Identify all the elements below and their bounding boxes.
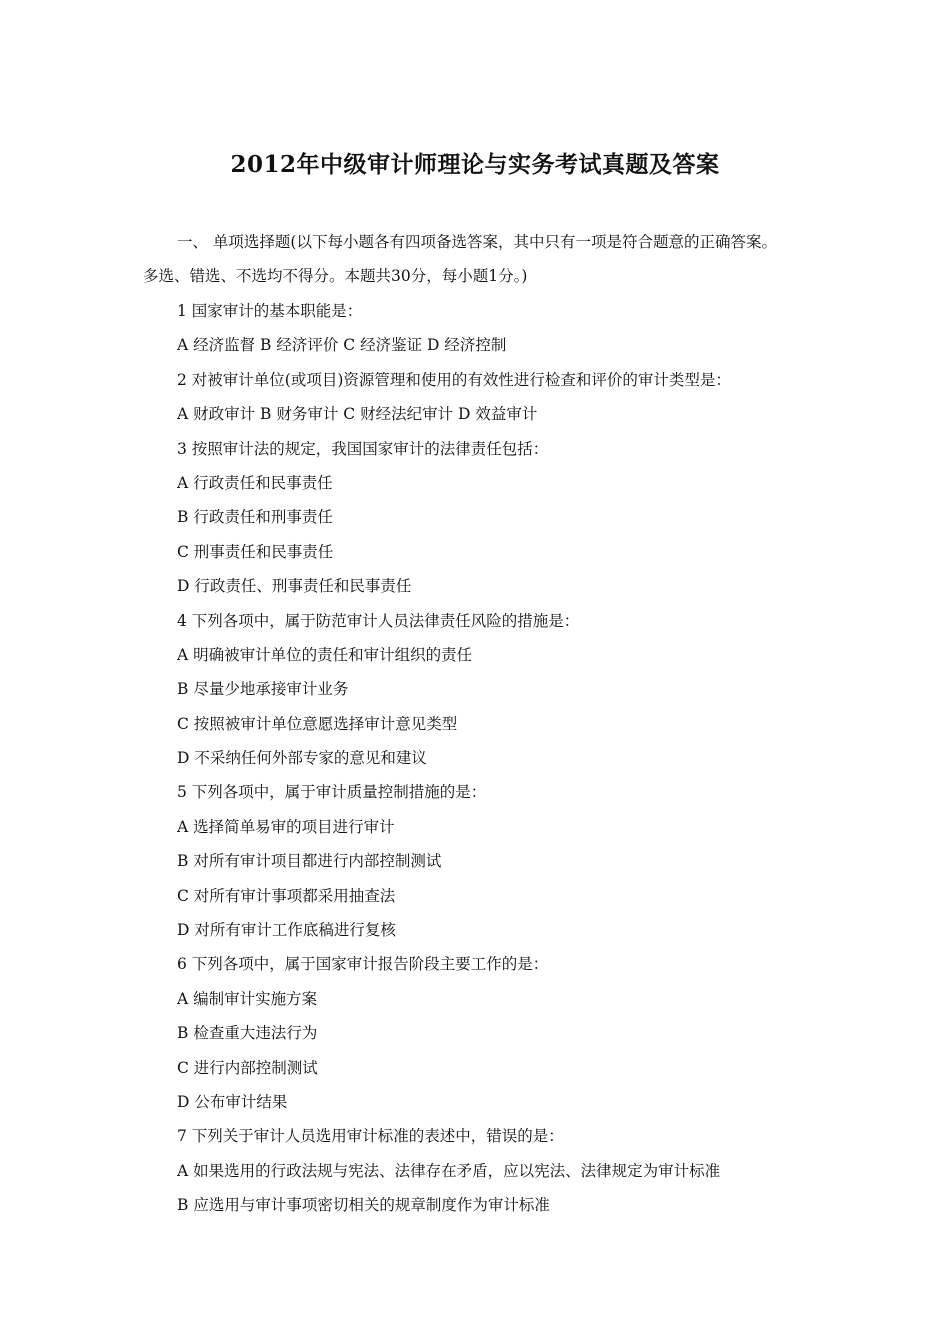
answer-option: B 尽量少地承接审计业务 [177,680,349,699]
answer-options-line: A 财政审计 B 财务审计 C 财经法纪审计 D 效益审计 [177,405,538,424]
question-line: 1 国家审计的基本职能是： [177,302,363,320]
section-intro-line-1: 一、 单项选择题(以下每小题各有四项备选答案，其中只有一项是符合题意的正确答案。 [177,233,777,251]
answer-option: A 选择简单易审的项目进行审计 [177,817,395,836]
answer-option: C 进行内部控制测试 [177,1058,318,1077]
section-intro-line-2: 多选、错选、不选均不得分。本题共30分，每小题1分。) [143,267,528,285]
answer-option: A 行政责任和民事责任 [177,473,333,492]
answer-option: D 行政责任、刑事责任和民事责任 [177,577,412,596]
question-line: 7 下列关于审计人员选用审计标准的表述中，错误的是： [177,1127,564,1146]
answer-option: C 按照被审计单位意愿选择审计意见类型 [177,714,458,733]
answer-option: D 公布审计结果 [177,1092,288,1111]
question-line: 5 下列各项中，属于审计质量控制措施的是： [177,783,487,802]
section-intro [143,225,843,293]
question-line: 4 下列各项中，属于防范审计人员法律责任风险的措施是： [177,611,580,630]
answer-option: B 行政责任和刑事责任 [177,508,333,527]
answer-option: A 编制审计实施方案 [177,989,318,1008]
answer-option: B 应选用与审计事项密切相关的规章制度作为审计标准 [177,1196,550,1215]
question-list [177,294,857,1223]
answer-option: A 明确被审计单位的责任和审计组织的责任 [177,645,473,664]
question-line: 3 按照审计法的规定，我国国家审计的法律责任包括： [177,439,549,458]
answer-option: A 如果选用的行政法规与宪法、法律存在矛盾，应以宪法、法律规定为审计标准 [177,1161,721,1180]
question-line: 6 下列各项中，属于国家审计报告阶段主要工作的是： [177,955,549,974]
answer-option: C 对所有审计事项都采用抽查法 [177,886,396,905]
answer-option: B 对所有审计项目都进行内部控制测试 [177,852,442,871]
document-title: 2012年中级审计师理论与实务考试真题及答案 [230,151,720,178]
answer-option: B 检查重大违法行为 [177,1024,318,1043]
answer-option: D 对所有审计工作底稿进行复核 [177,921,396,940]
answer-options-line: A 经济监督 B 经济评价 C 经济鉴证 D 经济控制 [177,336,507,355]
answer-option: D 不采纳任何外部专家的意见和建议 [177,749,427,768]
answer-option: C 刑事责任和民事责任 [177,542,334,561]
question-line: 2 对被审计单位(或项目)资源管理和使用的有效性进行检查和评价的审计类型是： [177,370,731,389]
